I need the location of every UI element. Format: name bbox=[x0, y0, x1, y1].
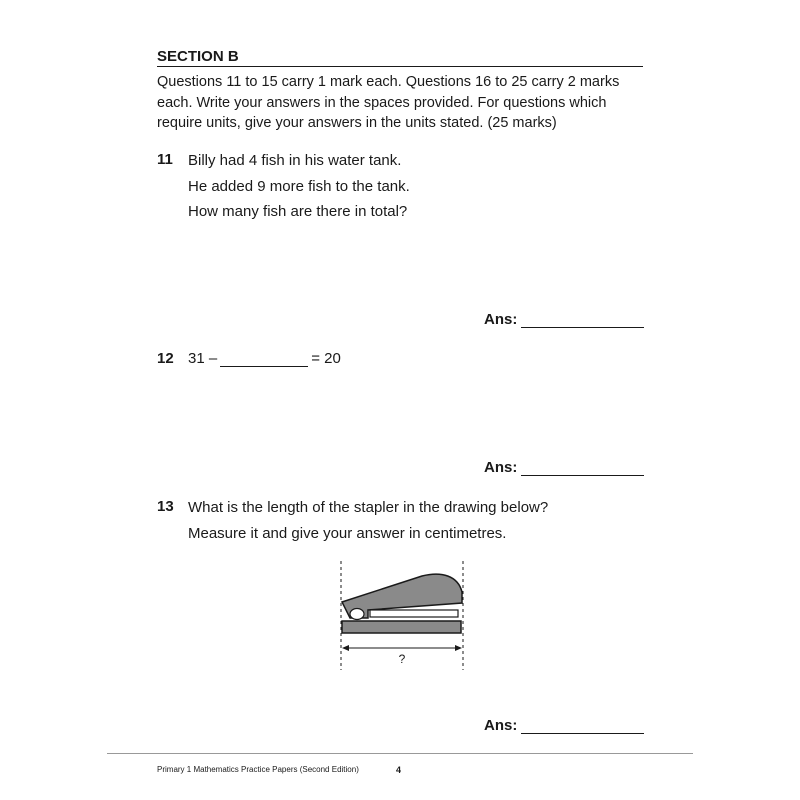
footer-page-number: 4 bbox=[396, 765, 402, 775]
question-13-answer bbox=[484, 717, 644, 734]
answer-label: Ans: bbox=[484, 717, 518, 734]
stapler-base bbox=[342, 621, 461, 633]
section-title: SECTION B bbox=[157, 48, 643, 67]
unknown-length-label: ? bbox=[398, 652, 406, 666]
instructions-line: Questions 11 to 15 carry 1 mark each. Questions 16 to 25 carry 2 marks bbox=[157, 74, 620, 90]
instructions-line: each. Write your answers in the spaces provided. For questions which bbox=[157, 94, 607, 111]
question-12-answer bbox=[484, 459, 644, 476]
question-11-answer bbox=[484, 311, 644, 328]
question-13-number: 13 bbox=[157, 498, 174, 515]
expression-left: 31 – bbox=[188, 350, 218, 367]
instructions-line: require units, give your answers in the units stated. (25 marks) bbox=[157, 115, 557, 131]
expression-right: = 20 bbox=[311, 350, 341, 367]
section-instructions bbox=[157, 72, 647, 134]
question-line: He added 9 more fish to the tank. bbox=[188, 177, 410, 195]
question-11-text bbox=[188, 148, 410, 225]
question-line: Measure it and give your answer in centimetres. bbox=[188, 524, 507, 542]
answer-label: Ans: bbox=[484, 311, 518, 328]
expression-blank[interactable] bbox=[220, 352, 308, 367]
question-11-number: 11 bbox=[157, 151, 173, 168]
stapler-figure bbox=[330, 558, 475, 673]
question-line: What is the length of the stapler in the drawing below? bbox=[188, 499, 549, 516]
question-12-number: 12 bbox=[157, 350, 174, 367]
answer-label: Ans: bbox=[484, 459, 518, 476]
measure-arrow-right bbox=[455, 645, 462, 651]
question-13-text bbox=[188, 495, 548, 546]
question-line: How many fish are there in total? bbox=[188, 203, 408, 220]
stapler-slot bbox=[370, 610, 458, 617]
measure-arrow-left bbox=[342, 645, 349, 651]
question-12-expression bbox=[188, 350, 341, 367]
question-line: Billy had 4 fish in his water tank. bbox=[188, 152, 402, 169]
footer-divider bbox=[107, 753, 693, 754]
answer-blank[interactable] bbox=[521, 312, 644, 328]
stapler-hinge bbox=[350, 609, 364, 620]
footer-book-title: Primary 1 Mathematics Practice Papers (Second Edition) bbox=[157, 765, 359, 774]
answer-blank[interactable] bbox=[521, 718, 644, 734]
answer-blank[interactable] bbox=[521, 460, 644, 476]
